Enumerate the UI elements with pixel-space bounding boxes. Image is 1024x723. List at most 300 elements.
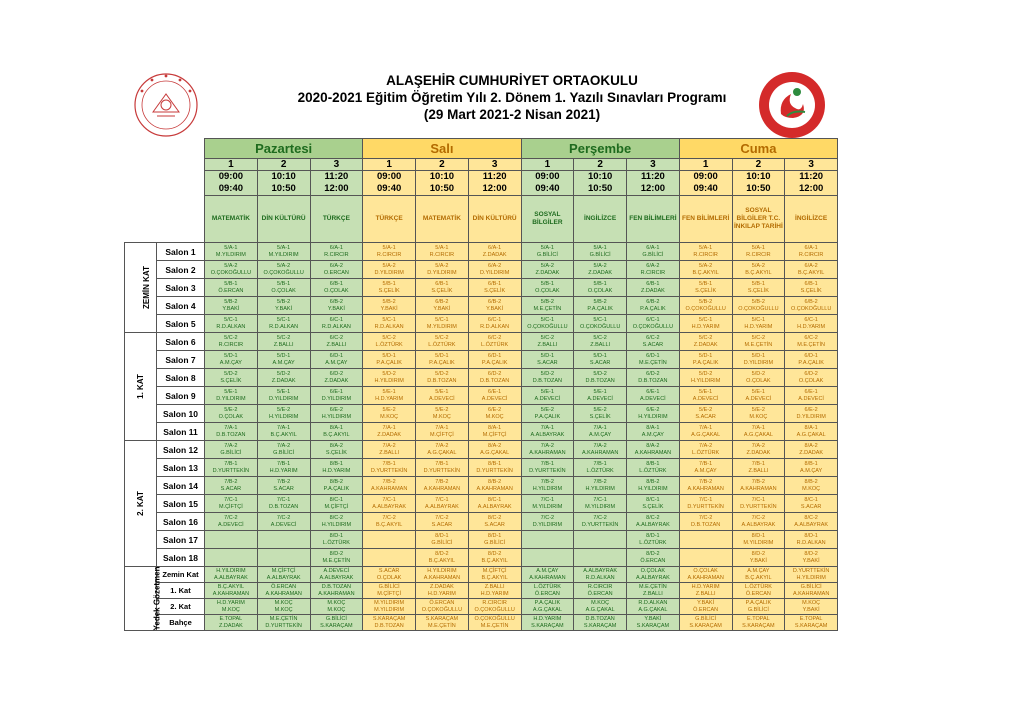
teacher-name: H.D.YARIM: [375, 395, 404, 402]
exam-cell: [257, 405, 310, 423]
teacher-name: Z.DADAK: [693, 341, 718, 348]
exam-cell: [521, 351, 574, 369]
corner-blank: [125, 139, 205, 243]
class-code: 8/A-1: [804, 424, 818, 431]
teacher-name: M.YILDIRIM: [743, 539, 774, 546]
exam-cell: [679, 477, 732, 495]
exam-cell: [785, 477, 838, 495]
exam-cell: [574, 405, 627, 423]
class-code: 7/C-2: [276, 514, 291, 521]
exam-cell: [627, 333, 680, 351]
exam-cell: [574, 477, 627, 495]
exam-cell: [627, 495, 680, 513]
teacher-name: D.YILDIRIM: [374, 269, 404, 276]
exam-cell: [732, 261, 785, 279]
teacher-name: S.ÇELİK: [484, 287, 506, 294]
class-code: 8/D-1: [751, 532, 766, 539]
salon-label: Salon 16: [157, 513, 205, 531]
class-code: 5/D-1: [698, 352, 713, 359]
observer-cell: [257, 583, 310, 599]
class-code: 8/D-2: [646, 550, 660, 557]
class-code: 5/A-2: [540, 262, 554, 269]
observer-name: D.B.TOZAN: [585, 615, 615, 622]
exam-cell: [785, 261, 838, 279]
class-code: 6/A-1: [488, 244, 502, 251]
teacher-name: R.CIRCIR: [324, 251, 349, 258]
teacher-name: Z.DADAK: [482, 251, 507, 258]
class-code: 5/B-1: [751, 280, 765, 287]
teacher-name: D.YILDIRIM: [796, 413, 826, 420]
class-code: 5/B-2: [224, 298, 238, 305]
observer-name: O.ÇOLAK: [693, 567, 718, 574]
observer-name: Z.BALLI: [695, 590, 716, 597]
exam-cell: [257, 441, 310, 459]
teacher-name: M.E.ÇETİN: [322, 557, 351, 564]
teacher-name: O.ÇOKOĞULLU: [632, 323, 674, 330]
teacher-name: L.ÖZTÜRK: [586, 467, 614, 474]
observer-name: S.KARAÇAM: [742, 622, 775, 629]
exam-cell: [521, 297, 574, 315]
teacher-name: S.ACAR: [589, 359, 611, 366]
teacher-name: S.ACAR: [484, 521, 505, 528]
exam-cell: [732, 459, 785, 477]
class-code: 5/C-2: [698, 334, 713, 341]
class-code: 8/B-1: [329, 460, 343, 467]
exam-cell: [574, 315, 627, 333]
exam-cell: [205, 369, 258, 387]
observer-cell: [205, 567, 258, 583]
teacher-name: P.A.ÇALIK: [692, 359, 719, 366]
observer-cell: [679, 567, 732, 583]
teacher-name: A.M.ÇAY: [641, 431, 664, 438]
exam-cell: [627, 405, 680, 423]
class-code: 5/E-1: [277, 388, 291, 395]
teacher-name: M.E.ÇETİN: [638, 359, 667, 366]
observer-name: Z.DADAK: [429, 583, 454, 590]
exam-cell: [574, 369, 627, 387]
salon-label: Salon 1: [157, 243, 205, 261]
teacher-name: B.Ç.AKYIL: [323, 431, 350, 438]
teacher-name: D.YURTTEKİN: [423, 467, 461, 474]
exam-cell: [785, 495, 838, 513]
subject-name: DİN KÜLTÜRÜ: [468, 196, 521, 243]
class-code: 7/C-2: [382, 514, 396, 521]
class-code: 5/E-2: [435, 406, 449, 413]
class-code: 6/B-1: [804, 280, 818, 287]
observer-cell: [732, 567, 785, 583]
class-code: 8/D-1: [646, 532, 660, 539]
exam-cell: [627, 243, 680, 261]
period-time: [257, 171, 310, 196]
teacher-name: A.KAHRAMAN: [529, 449, 566, 456]
observer-name: H.YILDIRIM: [796, 574, 826, 581]
teacher-name: H.D.YARIM: [797, 323, 826, 330]
observer-cell: [257, 567, 310, 583]
observer-name: M.KOÇ: [802, 599, 821, 606]
salon-label: Salon 12: [157, 441, 205, 459]
teacher-name: Z.DADAK: [746, 449, 771, 456]
teacher-name: D.B.TOZAN: [480, 377, 510, 384]
exam-cell: [574, 387, 627, 405]
teacher-name: S.ACAR: [642, 341, 664, 348]
teacher-name: Z.DADAK: [271, 377, 296, 384]
class-code: 7/A-2: [277, 442, 291, 449]
teacher-name: Ö.ERCAN: [640, 557, 666, 564]
class-code: 7/A-2: [540, 442, 554, 449]
class-code: 7/B-2: [277, 478, 291, 485]
exam-cell: [310, 477, 363, 495]
period-time: [310, 171, 363, 196]
exam-cell: [521, 513, 574, 531]
class-code: 8/C-2: [329, 514, 344, 521]
exam-cell: [416, 477, 469, 495]
teacher-name: S.ACAR: [431, 521, 453, 528]
observer-name: M.E.ÇETİN: [480, 622, 509, 629]
teacher-name: A.G.ÇAKAL: [427, 449, 457, 456]
exam-cell: [574, 513, 627, 531]
teacher-name: P.A.ÇALIK: [640, 305, 666, 312]
exam-cell: [785, 423, 838, 441]
observer-cell: [257, 615, 310, 631]
teacher-name: Z.DADAK: [799, 449, 824, 456]
teacher-name: S.ACAR: [537, 359, 558, 366]
teacher-name: A.ALBAYRAK: [372, 503, 407, 510]
teacher-name: D.YILDIRIM: [532, 521, 563, 528]
class-code: 7/C-2: [224, 514, 238, 521]
exam-cell: [732, 387, 785, 405]
end-time: 12:00: [482, 183, 507, 194]
class-code: 5/E-1: [224, 388, 238, 395]
class-code: 8/B-2: [488, 478, 502, 485]
exam-cell: [785, 441, 838, 459]
class-code: 8/B-2: [804, 478, 818, 485]
teacher-name: D.YURTTEKİN: [212, 467, 250, 474]
exam-cell: [574, 459, 627, 477]
observer-group-text: Yedek Gözetmen: [152, 566, 162, 631]
exam-cell: [785, 297, 838, 315]
period-number: 2: [732, 159, 785, 171]
observer-place: 1. Kat: [157, 583, 205, 599]
teacher-name: O.ÇOKOĞULLU: [210, 269, 252, 276]
exam-cell: [257, 549, 310, 567]
teacher-name: S.ACAR: [695, 413, 716, 420]
exam-cell: [257, 369, 310, 387]
teacher-name: R.CIRCIR: [218, 341, 244, 348]
exam-cell: [627, 423, 680, 441]
period-number: 1: [679, 159, 732, 171]
teacher-name: Z.BALLI: [273, 341, 294, 348]
teacher-name: D.YILDIRIM: [743, 359, 774, 366]
teacher-name: S.ÇELİK: [589, 413, 611, 420]
exam-cell: [363, 423, 416, 441]
start-time: 09:00: [376, 171, 402, 182]
class-code: 6/D-2: [804, 370, 818, 377]
exam-cell: [574, 549, 627, 567]
class-code: 7/C-1: [751, 496, 766, 503]
exam-cell: [679, 297, 732, 315]
exam-cell: [205, 387, 258, 405]
day-header: Salı: [363, 139, 521, 159]
observer-name: B.Ç.AKYIL: [745, 574, 772, 581]
exam-cell: [310, 405, 363, 423]
exam-cell: [732, 315, 785, 333]
teacher-name: M.YILDIRIM: [426, 323, 457, 330]
observer-name: P.A.ÇALIK: [534, 599, 561, 606]
end-time: 12:00: [324, 183, 349, 194]
subject-name: İNGİLİZCE: [574, 196, 627, 243]
class-code: 5/A-2: [224, 262, 238, 269]
exam-cell: [679, 441, 732, 459]
class-code: 7/B-2: [699, 478, 713, 485]
teacher-name: A.ALBAYRAK: [794, 521, 829, 528]
end-time: 12:00: [640, 183, 666, 194]
observer-name: H.D.YARIM: [480, 590, 509, 597]
exam-cell: [732, 369, 785, 387]
exam-cell: [310, 549, 363, 567]
class-code: 6/A-2: [488, 262, 502, 269]
observer-name: A.ALBAYRAK: [635, 574, 670, 581]
exam-cell: [785, 315, 838, 333]
class-code: 5/D-2: [224, 370, 238, 377]
teacher-name: H.YILDIRIM: [690, 377, 721, 384]
exam-cell: [785, 243, 838, 261]
exam-cell: [205, 459, 258, 477]
day-header: Perşembe: [521, 139, 679, 159]
salon-label: Salon 6: [157, 333, 205, 351]
class-code: 8/A-1: [488, 424, 502, 431]
observer-name: M.E.ÇETİN: [638, 583, 667, 590]
exam-cell: [310, 297, 363, 315]
class-code: 8/A-2: [804, 442, 818, 449]
observer-cell: [468, 599, 521, 615]
exam-cell: [627, 387, 680, 405]
class-code: 7/A-1: [382, 424, 396, 431]
teacher-name: R.D.ALKAN: [216, 323, 246, 330]
exam-cell: [416, 369, 469, 387]
class-code: 8/C-1: [804, 496, 818, 503]
exam-cell: [679, 459, 732, 477]
exam-cell: [679, 495, 732, 513]
salon-label: Salon 2: [157, 261, 205, 279]
teacher-name: O.ÇOLAK: [746, 377, 771, 384]
subject-name: SOSYAL BİLGİLER T.C. İNKILAP TARİHİ: [732, 196, 785, 243]
exam-cell: [257, 387, 310, 405]
teacher-name: D.YURTTEKİN: [476, 467, 513, 474]
exam-cell: [416, 261, 469, 279]
subject-name: TÜRKÇE: [310, 196, 363, 243]
exam-cell: [205, 351, 258, 369]
exam-cell: [732, 351, 785, 369]
teacher-name: G.BİLİCİ: [431, 539, 453, 546]
teacher-name: S.ÇELİK: [695, 287, 717, 294]
exam-cell: [416, 297, 469, 315]
observer-name: A.ALBAYRAK: [266, 574, 301, 581]
class-code: 6/B-2: [488, 298, 502, 305]
observer-name: M.ÇİFTÇİ: [377, 590, 402, 597]
salon-label: Salon 3: [157, 279, 205, 297]
exam-cell: [732, 333, 785, 351]
exam-cell: [205, 297, 258, 315]
teacher-name: L.ÖZTÜRK: [639, 539, 667, 546]
teacher-name: P.A.ÇALIK: [481, 359, 508, 366]
teacher-name: Y.BAKİ: [486, 305, 504, 312]
exam-cell: [468, 531, 521, 549]
observer-name: E.TOPAL: [747, 615, 770, 622]
observer-cell: [679, 615, 732, 631]
observer-name: P.A.ÇALIK: [745, 599, 772, 606]
teacher-name: M.E.ÇETİN: [533, 305, 562, 312]
class-code: 8/C-1: [329, 496, 344, 503]
observer-name: Y.BAKİ: [697, 599, 715, 606]
teacher-name: A.M.ÇAY: [589, 431, 612, 438]
class-code: 5/B-2: [699, 298, 713, 305]
exam-cell: [785, 279, 838, 297]
class-code: 5/A-1: [382, 244, 396, 251]
exam-cell: [468, 441, 521, 459]
exam-cell: [310, 315, 363, 333]
class-code: 5/E-2: [277, 406, 291, 413]
exam-cell: [416, 387, 469, 405]
exam-cell: [732, 513, 785, 531]
class-code: 7/B-1: [751, 460, 765, 467]
teacher-name: Y.BAKİ: [222, 305, 240, 312]
teacher-name: P.A.ÇALIK: [323, 485, 350, 492]
exam-cell: [363, 495, 416, 513]
exam-cell: [363, 477, 416, 495]
class-code: 6/C-1: [487, 316, 502, 323]
exam-cell: [521, 495, 574, 513]
class-code: 6/C-2: [329, 334, 344, 341]
teacher-name: Y.BAKİ: [802, 557, 820, 564]
exam-cell: [732, 423, 785, 441]
observer-name: S.KARAÇAM: [320, 622, 353, 629]
period-number: 3: [468, 159, 521, 171]
observer-name: D.B.TOZAN: [374, 622, 404, 629]
observer-place: Zemin Kat: [157, 567, 205, 583]
class-code: 7/A-2: [593, 442, 607, 449]
class-code: 6/C-2: [487, 334, 502, 341]
teacher-name: D.YILDIRIM: [427, 269, 457, 276]
observer-name: Ö.ERCAN: [429, 599, 455, 606]
exam-cell: [205, 477, 258, 495]
observer-name: A.M.ÇAY: [747, 567, 770, 574]
teacher-name: A.DEVECİ: [692, 395, 719, 402]
start-time: 10:10: [271, 171, 296, 182]
start-time: 10:10: [429, 171, 455, 182]
class-code: 5/D-1: [593, 352, 607, 359]
exam-cell: [785, 369, 838, 387]
observer-name: M.ÇİFTÇİ: [271, 567, 296, 574]
teacher-name: H.YILDIRIM: [585, 485, 615, 492]
teacher-name: A.KAHRAMAN: [423, 485, 461, 492]
observer-name: A.M.ÇAY: [536, 567, 559, 574]
salon-label: Salon 4: [157, 297, 205, 315]
exam-cell: [416, 315, 469, 333]
observer-name: L.ÖZTÜRK: [744, 583, 772, 590]
floor-label: [125, 441, 157, 567]
exam-cell: [574, 297, 627, 315]
teacher-name: R.CIRCIR: [746, 251, 771, 258]
teacher-name: B.Ç.AKYIL: [375, 521, 403, 528]
observer-name: M.YILDIRIM: [374, 606, 405, 613]
teacher-name: M.YILDIRIM: [585, 503, 616, 510]
class-code: 8/A-2: [329, 442, 343, 449]
observer-name: M.ÇİFTÇİ: [482, 567, 507, 574]
teacher-name: A.KAHRAMAN: [370, 485, 408, 492]
class-code: 8/C-2: [487, 514, 502, 521]
observer-cell: [310, 567, 363, 583]
class-code: 8/D-1: [804, 532, 818, 539]
observer-name: Ö.ERCAN: [271, 583, 297, 590]
teacher-name: A.KAHRAMAN: [581, 449, 619, 456]
exam-cell: [416, 513, 469, 531]
teacher-name: Y.BAKİ: [380, 305, 398, 312]
exam-cell: [679, 531, 732, 549]
class-code: 7/C-2: [698, 514, 713, 521]
teacher-name: D.YILDIRIM: [479, 269, 510, 276]
observer-name: A.G.ÇAKAL: [585, 606, 615, 613]
teacher-name: P.A.ÇALIK: [534, 413, 561, 420]
observer-name: L.ÖZTÜRK: [533, 583, 561, 590]
exam-cell: [363, 351, 416, 369]
exam-cell: [363, 261, 416, 279]
exam-cell: [521, 423, 574, 441]
exam-cell: [468, 477, 521, 495]
exam-cell: [468, 549, 521, 567]
teacher-name: M.KOÇ: [380, 413, 399, 420]
exam-cell: [205, 513, 258, 531]
class-code: 5/D-2: [382, 370, 396, 377]
class-code: 6/B-2: [646, 298, 660, 305]
class-code: 5/D-2: [435, 370, 449, 377]
class-code: 7/A-1: [224, 424, 238, 431]
exam-cell: [468, 513, 521, 531]
class-code: 7/B-2: [540, 478, 554, 485]
observer-cell: [574, 599, 627, 615]
observer-name: A.KAHRAMAN: [265, 590, 302, 597]
exam-cell: [310, 261, 363, 279]
observer-name: S.KARAÇAM: [689, 622, 722, 629]
observer-name: O.ÇOKOĞULLU: [474, 606, 515, 613]
exam-cell: [257, 477, 310, 495]
teacher-name: D.YILDIRIM: [268, 395, 299, 402]
teacher-name: M.ÇİFTÇİ: [324, 503, 349, 510]
observer-group-label: [125, 566, 162, 631]
class-code: 5/C-2: [382, 334, 396, 341]
class-code: 6/E-2: [488, 406, 502, 413]
exam-cell: [468, 279, 521, 297]
class-code: 6/D-2: [646, 370, 660, 377]
observer-name: A.G.ÇAKAL: [532, 606, 562, 613]
exam-cell: [363, 333, 416, 351]
class-code: 5/B-2: [751, 298, 765, 305]
class-code: 6/E-2: [804, 406, 818, 413]
end-time: 09:40: [218, 183, 244, 194]
observer-cell: [574, 583, 627, 599]
class-code: 5/D-1: [224, 352, 238, 359]
exam-cell: [574, 441, 627, 459]
teacher-name: H.YILDIRIM: [532, 485, 563, 492]
class-code: 7/A-2: [699, 442, 713, 449]
observer-cell: [627, 567, 680, 583]
exam-cell: [679, 369, 732, 387]
subject-name: TÜRKÇE: [363, 196, 416, 243]
class-code: 5/E-1: [751, 388, 765, 395]
period-number: 2: [416, 159, 469, 171]
observer-name: S.KARAÇAM: [531, 622, 564, 629]
teacher-name: D.YILDIRIM: [216, 395, 246, 402]
teacher-name: R.CIRCIR: [640, 269, 666, 276]
